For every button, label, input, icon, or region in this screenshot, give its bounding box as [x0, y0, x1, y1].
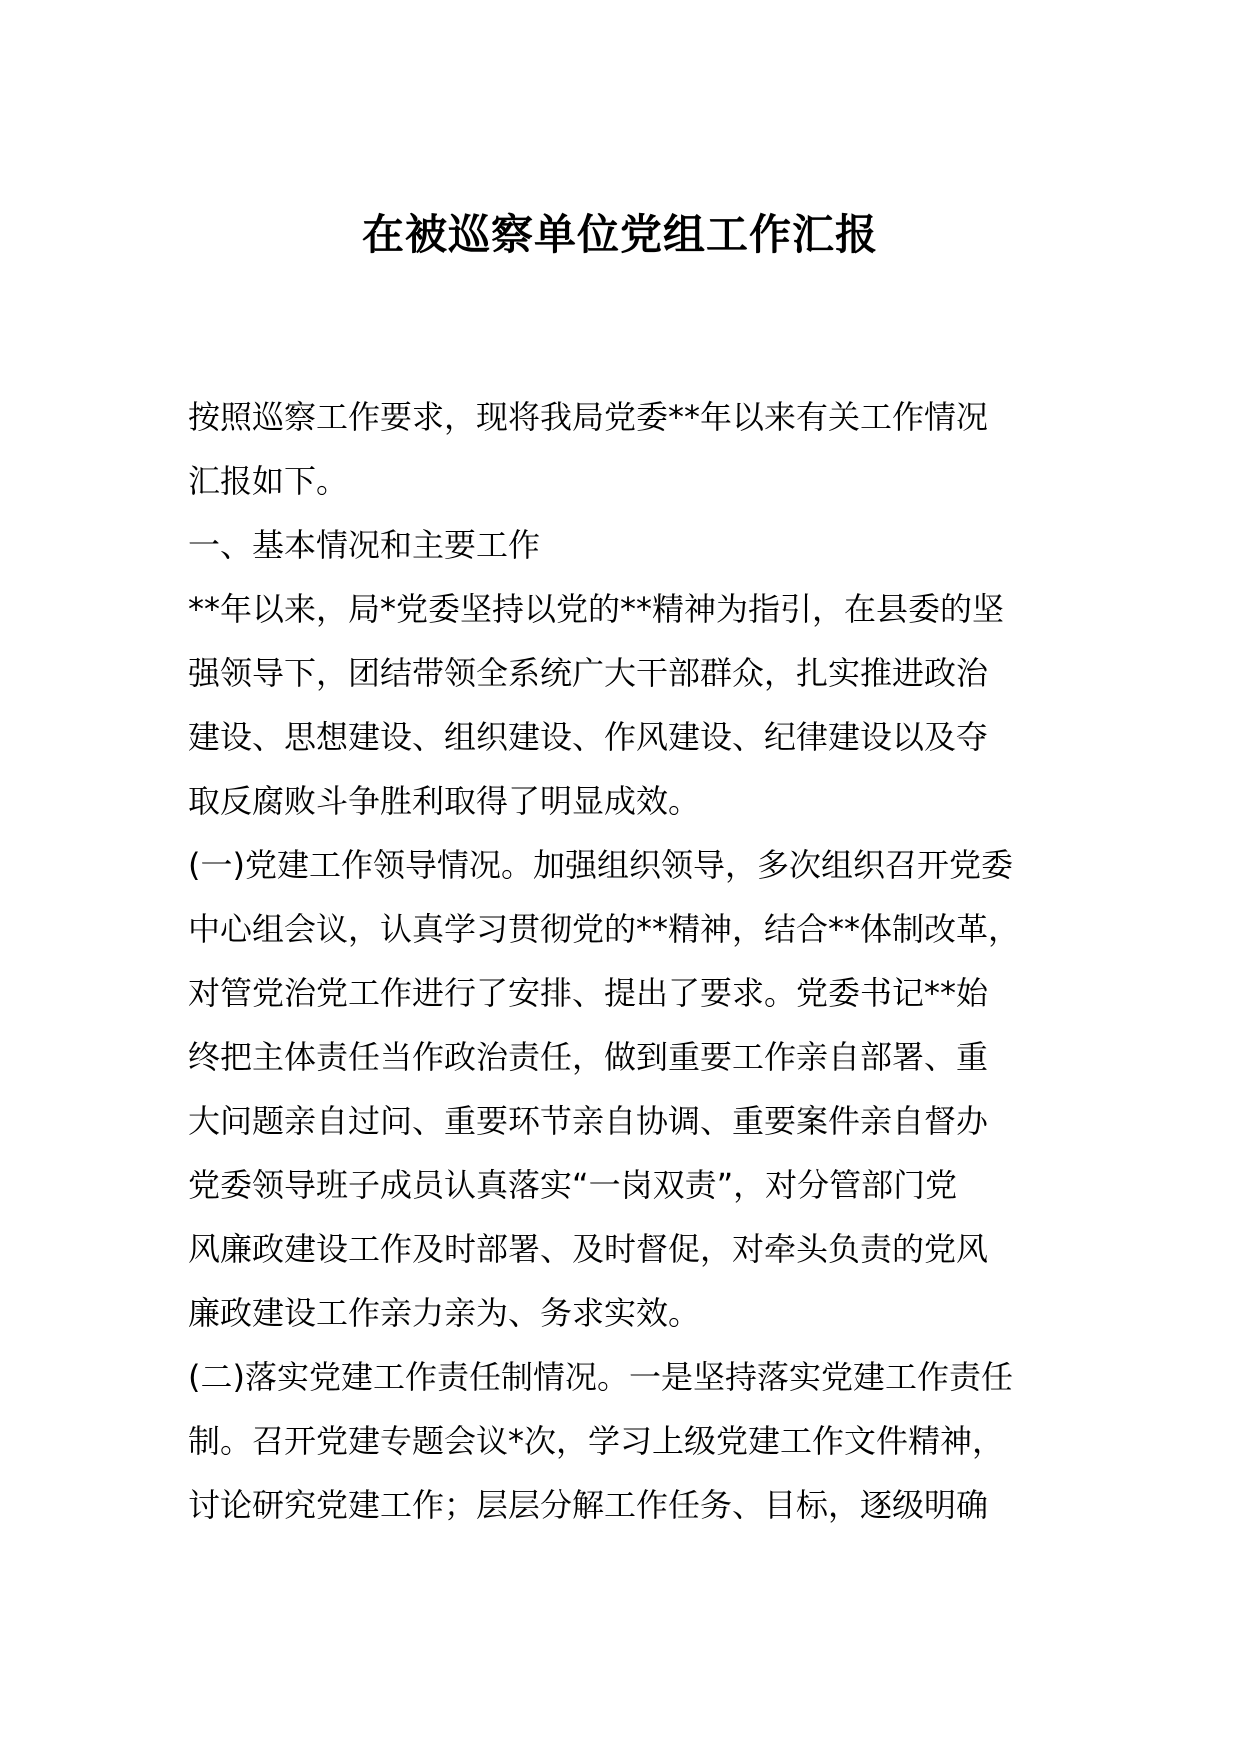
body-line: 取反腐败斗争胜利取得了明显成效。: [188, 782, 701, 820]
body-line: 对管党治党工作进行了安排、提出了要求。党委书记**始: [188, 974, 989, 1012]
body-line: 按照巡察工作要求，现将我局党委**年以来有关工作情况: [188, 398, 989, 436]
section-heading: 一、基本情况和主要工作: [188, 526, 541, 564]
body-line: 讨论研究党建工作；层层分解工作任务、目标，逐级明确: [188, 1486, 989, 1524]
body-line: 强领导下，团结带领全系统广大干部群众，扎实推进政治: [188, 654, 989, 692]
body-line: 风廉政建设工作及时部署、及时督促，对牵头负责的党风: [188, 1230, 989, 1268]
body-line: 终把主体责任当作政治责任，做到重要工作亲自部署、重: [188, 1038, 989, 1076]
body-line: **年以来，局*党委坚持以党的**精神为指引，在县委的坚: [188, 590, 1005, 628]
body-line: 大问题亲自过问、重要环节亲自协调、重要案件亲自督办: [188, 1102, 989, 1140]
body-line: 建设、思想建设、组织建设、作风建设、纪律建设以及夺: [188, 718, 989, 756]
body-line: (二)落实党建工作责任制情况。一是坚持落实党建工作责任: [188, 1358, 1013, 1396]
body-line: (一)党建工作领导情况。加强组织领导，多次组织召开党委: [188, 846, 1013, 884]
document-body: [188, 385, 1088, 1537]
body-line: 党委领导班子成员认真落实“一岗双责”，对分管部门党: [188, 1166, 958, 1204]
document-title: 在被巡察单位党组工作汇报: [361, 210, 878, 259]
body-line: 制。召开党建专题会议*次，学习上级党建工作文件精神，: [188, 1422, 1005, 1460]
body-line: 汇报如下。: [188, 462, 349, 500]
body-line: 廉政建设工作亲力亲为、务求实效。: [188, 1294, 701, 1332]
body-line: 中心组会议，认真学习贯彻党的**精神，结合**体制改革，: [188, 910, 1021, 948]
